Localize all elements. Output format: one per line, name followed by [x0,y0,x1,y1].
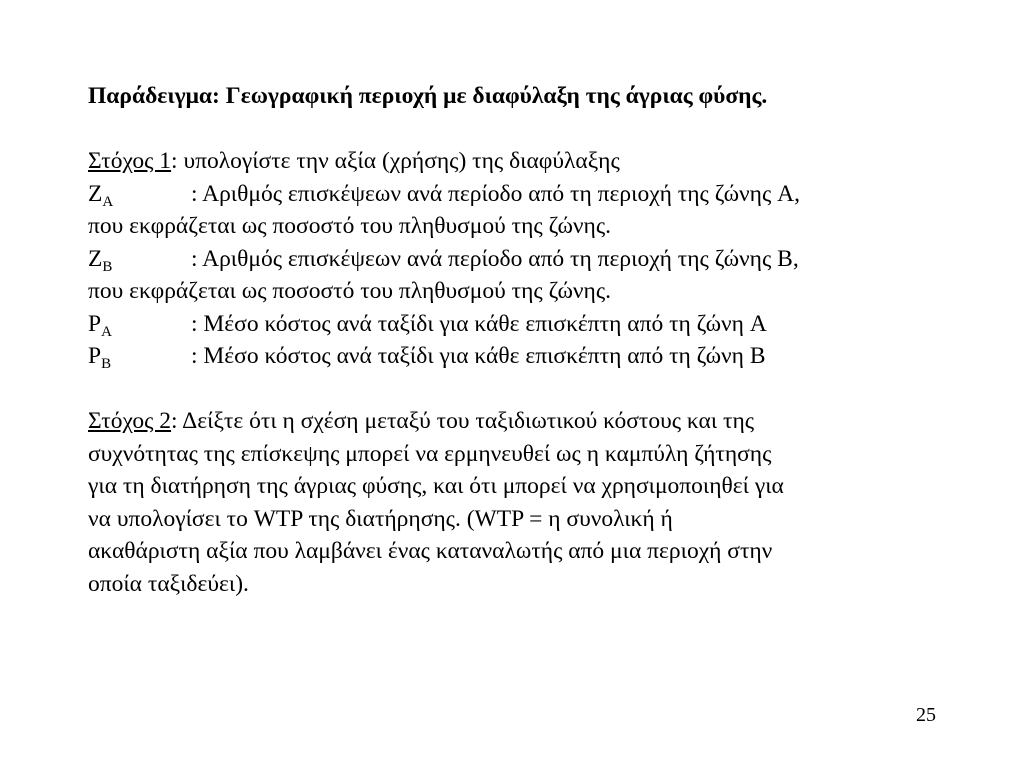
definition-pa [88,308,948,341]
symbol-pb: $P_B$ [88,343,112,372]
goal-2-line: για τη διατήρηση της άγριας φύσης, και ότι μπορεί να χρησιμοποιηθεί για [88,473,784,499]
definition-za-continuation: που εκφράζεται ως ποσοστό του πληθυσμού της ζώνης. [88,213,612,239]
goal-2 [88,405,948,438]
spacer [88,373,948,406]
goal-1 [88,145,948,178]
symbol-zb: $Z_B$ [88,245,113,275]
definition-zb-text: : Αριθμός επισκέψεων ανά περίοδο από τη περιοχή της ζώνης B, [191,245,799,272]
slide-title: Παράδειγμα: Γεωγραφική περιοχή με διαφύλαξη της άγριας φύσης. [88,83,768,109]
goal-2-line: να υπολογίσει το WTP της διατήρησης. (WTP = η συνολική ή [88,505,673,532]
slide-content [88,80,948,600]
definition-za [88,178,948,211]
goal-2-line: οποία ταξιδεύει). [88,570,249,597]
symbol-pa: $P_A$ [88,310,112,340]
definition-zb-continuation: που εκφράζεται ως ποσοστό του πληθυσμού της ζώνης. [88,278,612,304]
definition-pb [88,340,948,373]
definition-zb [88,243,948,276]
goal-2-label: Στόχος 2 [88,408,172,434]
symbol-za: $Z_A$ [88,180,114,210]
goal-2-line: συχνότητας της επίσκεψης μπορεί να ερμηνευθεί ως η καμπύλη ζήτησης [88,440,772,467]
definition-pa-text: : Μέσο κόστος ανά ταξίδι για κάθε επισκέπτη από τη ζώνη A [191,310,767,337]
page-number: 25 [916,704,936,726]
goal-2-line: : Δείξτε ότι η σχέση μεταξύ του ταξιδιωτικού κόστους και της [171,408,755,434]
goal-2-line: ακαθάριστη αξία που λαμβάνει ένας καταναλωτής από μια περιοχή στην [88,538,773,564]
goal-1-text: : υπολογίστε την αξία (χρήσης) της διαφύλαξης [171,148,620,174]
definition-za-text: : Αριθμός επισκέψεων ανά περίοδο από τη περιοχή της ζώνης A, [191,180,800,207]
goal-1-label: Στόχος 1 [88,148,172,174]
spacer [88,113,948,146]
definition-pb-text: : Μέσο κόστος ανά ταξίδι για κάθε επισκέπτη από τη ζώνη B [191,343,766,369]
